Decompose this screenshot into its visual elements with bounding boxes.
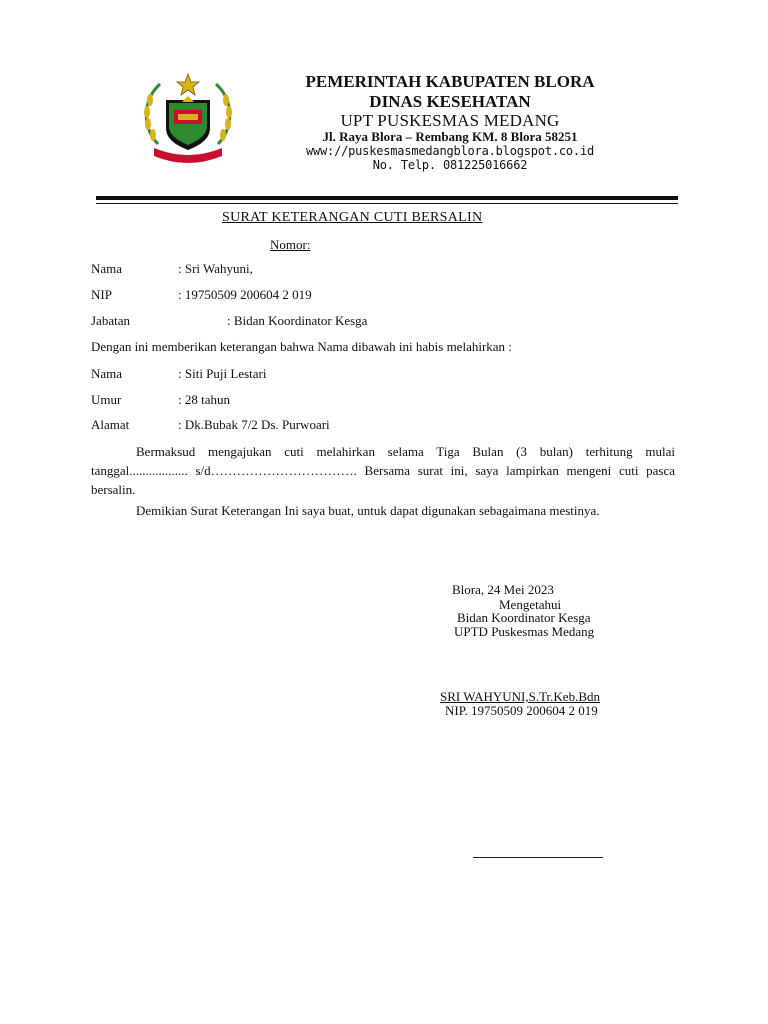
letterhead-address: Jl. Raya Blora – Rembang KM. 8 Blora 58251 [322, 129, 578, 144]
signature-role: Bidan Koordinator Kesga [457, 610, 591, 625]
signature-blank-line [473, 857, 603, 858]
issuer-name-label: Nama [91, 261, 123, 276]
signature-acknowledged: Mengetahui [499, 597, 562, 612]
letter-title: SURAT KETERANGAN CUTI BERSALIN [222, 210, 483, 225]
intro-statement: Dengan ini memberikan keterangan bahwa Nama dibawah ini habis melahirkan : [91, 339, 512, 354]
closing-paragraph: Demikian Surat Keterangan Ini saya buat, untuk dapat digunakan sebagaimana mestinya. [136, 503, 600, 518]
issuer-position-label: Jabatan [91, 313, 130, 328]
letterhead-divider-thick [96, 196, 678, 200]
signature-unit: UPTD Puskesmas Medang [454, 624, 595, 639]
issuer-nip-value: : 19750509 200604 2 019 [178, 287, 312, 302]
signature-place-date: Blora, 24 Mei 2023 [452, 582, 554, 597]
subject-name-value: : Siti Puji Lestari [178, 366, 267, 381]
letter-number: Nomor: [270, 237, 311, 252]
signature-name: SRI WAHYUNI,S.Tr.Keb.Bdn [440, 689, 600, 704]
issuer-position-value: : Bidan Koordinator Kesga [227, 313, 368, 328]
subject-name-label: Nama [91, 366, 123, 381]
issuer-name-value: : Sri Wahyuni, [178, 261, 253, 276]
signature-nip: NIP. 19750509 200604 2 019 [445, 703, 598, 718]
letterhead-divider-thin [96, 203, 678, 204]
subject-age-label: Umur [91, 392, 122, 407]
subject-address-value: : Dk.Bubak 7/2 Ds. Purwoari [178, 417, 330, 432]
issuer-nip-label: NIP [91, 287, 112, 302]
letterhead-website: www://puskesmasmedangblora.blogspot.co.id [305, 144, 594, 158]
letterhead-government: PEMERINTAH KABUPATEN BLORA [305, 72, 595, 91]
regency-emblem-logo [136, 70, 240, 164]
letterhead-phone: No. Telp. 081225016662 [372, 158, 528, 172]
letterhead-department: DINAS KESEHATAN [369, 92, 531, 111]
letterhead-unit: UPT PUSKESMAS MEDANG [340, 111, 560, 130]
subject-address-label: Alamat [91, 417, 130, 432]
body-paragraph: Bermaksud mengajukan cuti melahirkan selama Tiga Bulan (3 bulan) terhitung mulai tanggal.................. s/d……………………………. Bersama surat ini, saya lampirkan mengeni cuti pasca bersalin. [91, 444, 675, 497]
subject-age-value: : 28 tahun [178, 392, 230, 407]
